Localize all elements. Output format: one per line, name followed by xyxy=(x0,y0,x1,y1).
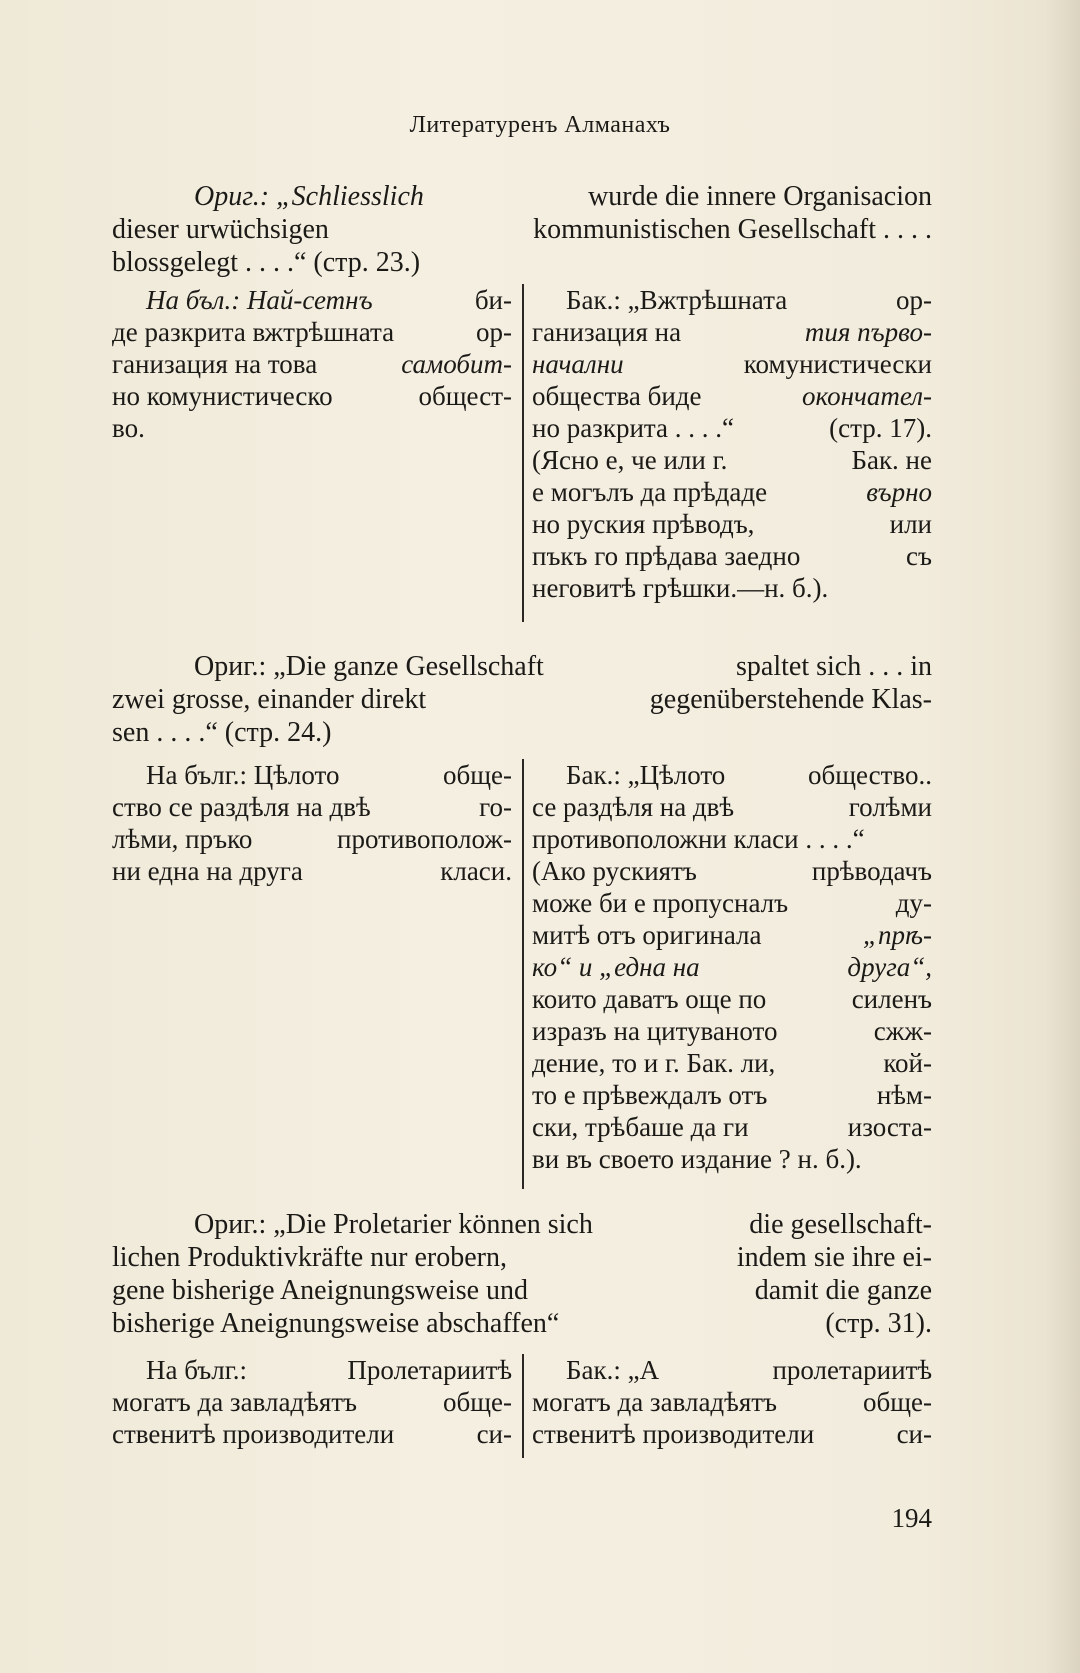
text-fragment: обще- xyxy=(862,1387,932,1417)
text-line xyxy=(532,1111,932,1143)
text-fragment: (стр. 31). xyxy=(825,1308,932,1339)
text-line xyxy=(112,855,512,887)
text-fragment: kommunistischen Gesellschaft . . . . xyxy=(533,214,932,245)
text-fragment: во. xyxy=(112,413,145,443)
text-fragment: gegenüberstehende Klas- xyxy=(649,684,932,715)
text-fragment: окончател- xyxy=(802,381,932,411)
text-line xyxy=(112,213,932,246)
text-line xyxy=(112,1386,512,1418)
text-fragment: изразъ на цитуваното xyxy=(532,1016,778,1046)
original-quote xyxy=(112,650,932,749)
text-fragment: общест- xyxy=(418,381,512,411)
text-line xyxy=(532,412,932,444)
text-fragment: ство се раздѣля на двѣ xyxy=(112,792,371,822)
text-line xyxy=(532,983,932,1015)
text-line xyxy=(112,180,932,213)
text-fragment: ви въ своето издание ? н. б.). xyxy=(532,1144,862,1174)
text-fragment: bisherige Aneignungsweise abschaffen“ xyxy=(112,1308,560,1339)
text-fragment: ганизация на това xyxy=(112,349,318,379)
column-divider xyxy=(522,284,524,622)
text-fragment: то е прѣвеждалъ отъ xyxy=(532,1080,768,1110)
text-line xyxy=(532,508,932,540)
text-fragment: тия първо- xyxy=(804,317,932,347)
column-divider xyxy=(522,1354,524,1458)
text-fragment: общество.. xyxy=(807,760,932,790)
text-line xyxy=(112,1354,512,1386)
text-line xyxy=(532,919,932,951)
text-fragment: си- xyxy=(476,1419,512,1449)
original-quote xyxy=(112,180,932,279)
text-fragment: митѣ отъ оригинала xyxy=(532,920,762,950)
text-line xyxy=(532,540,932,572)
text-fragment: прѣводачъ xyxy=(811,856,932,886)
text-line xyxy=(532,380,932,412)
running-header: Литературенъ Алманахъ xyxy=(409,112,671,138)
text-fragment: (Ако рускиятъ xyxy=(532,856,697,886)
text-fragment: Ориг.: „Die Proletarier können sich xyxy=(194,1209,593,1240)
text-line xyxy=(112,716,932,749)
text-fragment: Бак.: „Цѣлото xyxy=(566,760,726,790)
text-fragment: могатъ да завладѣятъ xyxy=(112,1387,358,1417)
text-fragment: (стр. 17). xyxy=(829,413,932,443)
text-fragment: пролетариитѣ xyxy=(772,1355,932,1385)
text-fragment: лѣми, пръко xyxy=(112,824,253,854)
text-fragment: ственитѣ производители xyxy=(112,1419,395,1449)
text-fragment: голѣми xyxy=(848,792,932,822)
text-line xyxy=(112,316,512,348)
text-fragment: или xyxy=(889,509,932,539)
text-line xyxy=(112,791,512,823)
bulgarian-translation xyxy=(112,284,512,444)
text-fragment: Бак.: „Вжтрѣшната xyxy=(566,285,788,315)
text-fragment: indem sie ihre ei- xyxy=(736,1242,932,1273)
text-line xyxy=(532,1418,932,1450)
text-line xyxy=(532,444,932,476)
page-number: 194 xyxy=(891,1503,932,1533)
text-fragment: ор- xyxy=(896,285,932,315)
text-fragment: съ xyxy=(906,541,932,571)
bak-translation xyxy=(532,759,932,1175)
text-line xyxy=(112,246,932,279)
text-fragment: начални xyxy=(532,349,624,379)
text-fragment: damit die ganze xyxy=(754,1275,932,1306)
text-fragment: противоположни класи . . . .“ xyxy=(532,824,865,854)
text-fragment: общества биде xyxy=(532,381,702,411)
text-fragment: е могълъ да прѣдаде xyxy=(532,477,768,507)
text-line xyxy=(532,759,932,791)
text-fragment: обще- xyxy=(442,1387,512,1417)
text-fragment: ственитѣ производители xyxy=(532,1419,815,1449)
text-fragment: die gesellschaft- xyxy=(749,1209,932,1240)
text-fragment: gene bisherige Aneignungsweise und xyxy=(112,1275,529,1306)
text-line xyxy=(112,1307,932,1340)
text-fragment: си- xyxy=(896,1419,932,1449)
text-fragment: де разкрита вжтрѣшната xyxy=(112,317,395,347)
page-edge-shadow xyxy=(1044,0,1080,1673)
text-line xyxy=(112,1241,932,1274)
text-fragment: sen . . . .“ (стр. 24.) xyxy=(112,717,332,748)
text-fragment: се раздѣля на двѣ xyxy=(532,792,735,822)
text-fragment: може би е пропусналъ xyxy=(532,888,789,918)
bak-translation xyxy=(532,284,932,604)
text-fragment: ни една на друга xyxy=(112,856,303,886)
original-quote xyxy=(112,1208,932,1340)
text-line xyxy=(532,791,932,823)
text-fragment: ски, трѣбаше да ги xyxy=(532,1112,749,1142)
text-fragment: неговитѣ грѣшки.—н. б.). xyxy=(532,573,829,603)
text-fragment: противополож- xyxy=(337,824,512,854)
text-fragment: Ориг.: „Die ganze Gesellschaft xyxy=(194,651,544,682)
text-line xyxy=(112,650,932,683)
text-fragment: но разкрита . . . .“ xyxy=(532,413,735,443)
text-line xyxy=(532,823,932,855)
text-line xyxy=(532,572,932,604)
text-fragment: dieser urwüchsigen xyxy=(112,214,329,245)
text-line xyxy=(532,1079,932,1111)
text-fragment: Бак.: „А xyxy=(566,1355,660,1385)
text-line xyxy=(532,348,932,380)
text-line xyxy=(112,284,512,316)
text-fragment: комунистически xyxy=(743,349,932,379)
text-fragment: spaltet sich . . . in xyxy=(736,651,932,682)
text-line xyxy=(112,380,512,412)
text-line xyxy=(532,1015,932,1047)
text-line xyxy=(532,887,932,919)
text-fragment: които даватъ още по xyxy=(532,984,767,1014)
text-fragment: го- xyxy=(479,792,512,822)
text-fragment: blossgelegt . . . .“ (стр. 23.) xyxy=(112,247,421,278)
text-fragment: пъкъ го прѣдава заедно xyxy=(532,541,801,571)
text-fragment: Ориг.: „Schliesslich xyxy=(194,181,424,212)
text-fragment: върно xyxy=(866,477,932,507)
text-fragment: Пролетариитѣ xyxy=(347,1355,512,1385)
column-divider xyxy=(522,759,524,1189)
text-line xyxy=(532,855,932,887)
text-fragment: (Ясно е, че или г. xyxy=(532,445,728,475)
text-fragment: На бъл.: Най-сетнъ xyxy=(146,285,373,315)
text-fragment: обще- xyxy=(442,760,512,790)
text-fragment: ко“ и „една на xyxy=(532,952,700,982)
text-fragment: сжж- xyxy=(873,1016,932,1046)
text-fragment: би- xyxy=(474,285,512,315)
text-fragment: ганизация на xyxy=(532,317,682,347)
text-fragment: zwei grosse, einander direkt xyxy=(112,684,427,715)
text-line xyxy=(112,1418,512,1450)
text-line xyxy=(112,823,512,855)
text-line xyxy=(532,284,932,316)
text-line xyxy=(112,759,512,791)
text-line xyxy=(532,1386,932,1418)
text-fragment: но руския прѣводъ, xyxy=(532,509,755,539)
text-fragment: могатъ да завладѣятъ xyxy=(532,1387,778,1417)
text-fragment: друга“, xyxy=(847,952,932,982)
text-line xyxy=(532,951,932,983)
text-fragment: класи. xyxy=(440,856,512,886)
bulgarian-translation xyxy=(112,759,512,887)
text-line xyxy=(532,476,932,508)
text-fragment: На бълг.: xyxy=(146,1355,248,1385)
text-fragment: кой- xyxy=(883,1048,932,1078)
text-fragment: На бълг.: Цѣлото xyxy=(146,760,340,790)
bak-translation xyxy=(532,1354,932,1450)
text-line xyxy=(532,1047,932,1079)
text-line xyxy=(112,683,932,716)
text-fragment: самобит- xyxy=(401,349,512,379)
text-fragment: ор- xyxy=(476,317,512,347)
text-fragment: но комунистическо xyxy=(112,381,333,411)
text-fragment: „прѣ- xyxy=(862,920,932,950)
bulgarian-translation xyxy=(112,1354,512,1450)
text-fragment: изоста- xyxy=(847,1112,932,1142)
text-fragment: нѣм- xyxy=(876,1080,932,1110)
text-line xyxy=(532,316,932,348)
text-line xyxy=(112,412,512,444)
text-fragment: lichen Produktivkräfte nur erobern, xyxy=(112,1242,507,1273)
text-line xyxy=(112,348,512,380)
text-fragment: wurde die innere Organisacion xyxy=(588,181,932,212)
text-fragment: Бак. не xyxy=(851,445,932,475)
text-line xyxy=(532,1143,932,1175)
text-fragment: силенъ xyxy=(851,984,932,1014)
text-line xyxy=(532,1354,932,1386)
text-fragment: ду- xyxy=(895,888,932,918)
text-line xyxy=(112,1274,932,1307)
text-line xyxy=(112,1208,932,1241)
text-fragment: дение, то и г. Бак. ли, xyxy=(532,1048,776,1078)
